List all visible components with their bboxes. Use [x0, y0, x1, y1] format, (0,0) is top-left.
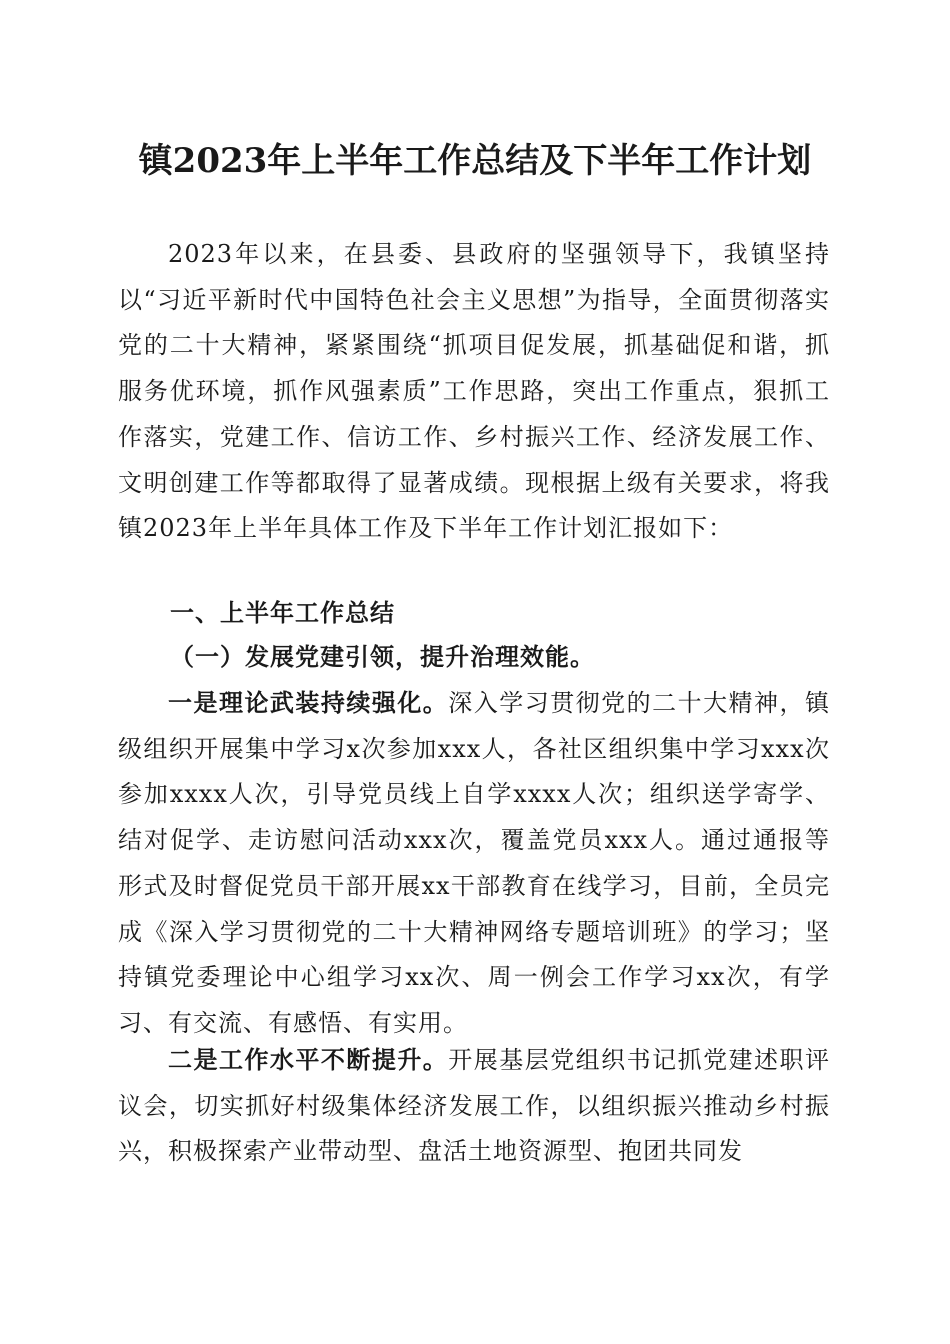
- paragraph-work-level: [118, 1037, 830, 1175]
- paragraph-body: 开展基层党组织书记抓党建述职评议会，切实抓好村级集体经济发展工作，以组织振兴推动乡村振兴，积极探索产业带动型、盘活土地资源型、抱团共同发: [118, 1046, 831, 1166]
- paragraph-lead: 二是工作水平不断提升。: [168, 1045, 449, 1074]
- section-heading: 一、上半年工作总结: [170, 598, 395, 627]
- intro-paragraph: 2023年以来，在县委、县政府的坚强领导下，我镇坚持以“习近平新时代中国特色社会主义思想”为指导，全面贯彻落实党的二十大精神，紧紧围绕“抓项目促发展，抓基础促和谐，抓服务优环境，抓作风强素质”工作思路，突出工作重点，狠抓工作落实，党建工作、信访工作、乡村振兴工作、经济发展工作、文明创建工作等都取得了显著成绩。现根据上级有关要求，将我镇2023年上半年具体工作及下半年工作计划汇报如下：: [118, 240, 830, 543]
- paragraph-lead: 一是理论武装持续强化。: [168, 688, 449, 717]
- paragraph-theory: [118, 680, 830, 1047]
- document-title: 镇2023年上半年工作总结及下半年工作计划: [138, 141, 812, 181]
- paragraph-body: 深入学习贯彻党的二十大精神，镇级组织开展集中学习x次参加xxx人，各社区组织集中学习xxx次参加xxxx人次，引导党员线上自学xxxx人次；组织送学寄学、结对促学、走访慰问活动xxx次，覆盖党员xxx人。通过通报等形式及时督促党员干部开展xx干部教育在线学习，目前，全员完成《深入学习贯彻党的二十大精神网络专题培训班》的学习；坚持镇党委理论中心组学习xx次、周一例会工作学习xx次，有学习、有交流、有感悟、有实用。: [118, 689, 831, 1037]
- subsection-heading: （一）发展党建引领，提升治理效能。: [170, 642, 595, 671]
